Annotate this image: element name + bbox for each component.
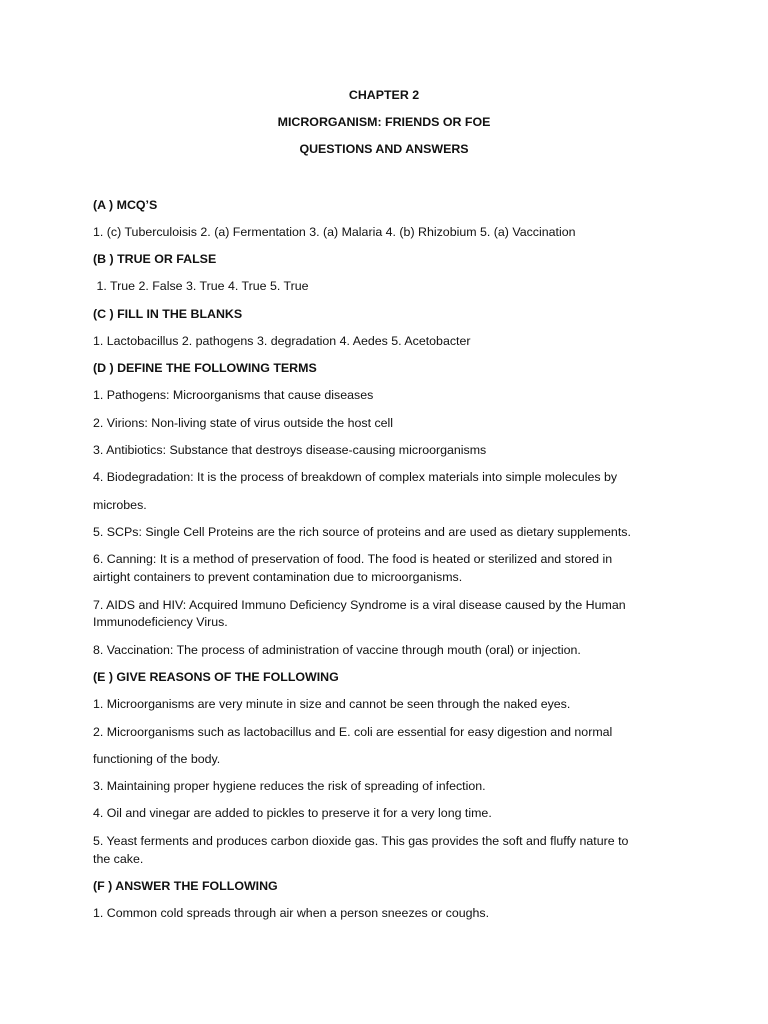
- answer-line: 8. Vaccination: The process of administration of vaccine through mouth (oral) or injection.: [93, 643, 581, 657]
- answer-line: 4. Biodegradation: It is the process of breakdown of complex materials into simple molecules by: [93, 470, 618, 484]
- answer-line: 4. Oil and vinegar are added to pickles to preserve it for a very long time.: [93, 806, 492, 820]
- answer-line: 1. Pathogens: Microorganisms that cause diseases: [93, 388, 374, 402]
- answer-line: 1. Microorganisms are very minute in size and cannot be seen through the naked eyes.: [93, 697, 571, 711]
- answer-line: 7. AIDS and HIV: Acquired Immuno Deficiency Syndrome is a viral disease caused by the Human: [93, 598, 626, 612]
- answer-line: 5. Yeast ferments and produces carbon dioxide gas. This gas provides the soft and fluffy nature to: [93, 834, 629, 848]
- answer-line: 6. Canning: It is a method of preservation of food. The food is heated or sterilized and stored in: [93, 552, 613, 566]
- section-heading-answer: (F ) ANSWER THE FOLLOWING: [93, 879, 278, 893]
- answer-line: microbes.: [93, 498, 147, 512]
- answer-line: airtight containers to prevent contamination due to microorganisms.: [93, 570, 463, 584]
- section-heading-fill-blanks: (C ) FILL IN THE BLANKS: [93, 307, 243, 321]
- answer-line: 1. (c) Tuberculoisis 2. (a) Fermentation 3. (a) Malaria 4. (b) Rhizobium 5. (a) Vaccination: [93, 225, 576, 239]
- answer-line: 2. Microorganisms such as lactobacillus and E. coli are essential for easy digestion and normal: [93, 725, 613, 739]
- answer-line: the cake.: [93, 852, 144, 866]
- section-heading-mcq: (A ) MCQ’S: [93, 198, 158, 212]
- answer-line: 1. True 2. False 3. True 4. True 5. True: [93, 279, 309, 293]
- section-heading-reasons: (E ) GIVE REASONS OF THE FOLLOWING: [93, 670, 339, 684]
- answer-line: 5. SCPs: Single Cell Proteins are the rich source of proteins and are used as dietary supplements.: [93, 525, 631, 539]
- answer-line: 2. Virions: Non-living state of virus outside the host cell: [93, 416, 394, 430]
- section-heading-true-false: (B ) TRUE OR FALSE: [93, 252, 217, 266]
- section-heading-define: (D ) DEFINE THE FOLLOWING TERMS: [93, 361, 317, 375]
- answer-line: Immunodeficiency Virus.: [93, 615, 228, 629]
- answer-line: 3. Antibiotics: Substance that destroys disease-causing microorganisms: [93, 443, 487, 457]
- page-title: MICRORGANISM: FRIENDS OR FOE: [277, 115, 491, 129]
- answer-line: 3. Maintaining proper hygiene reduces the risk of spreading of infection.: [93, 779, 486, 793]
- answer-line: functioning of the body.: [93, 752, 221, 766]
- chapter-label: CHAPTER 2: [348, 88, 420, 102]
- answer-line: 1. Lactobacillus 2. pathogens 3. degradation 4. Aedes 5. Acetobacter: [93, 334, 471, 348]
- page-subtitle: QUESTIONS AND ANSWERS: [299, 142, 469, 156]
- answer-line: 1. Common cold spreads through air when a person sneezes or coughs.: [93, 906, 490, 920]
